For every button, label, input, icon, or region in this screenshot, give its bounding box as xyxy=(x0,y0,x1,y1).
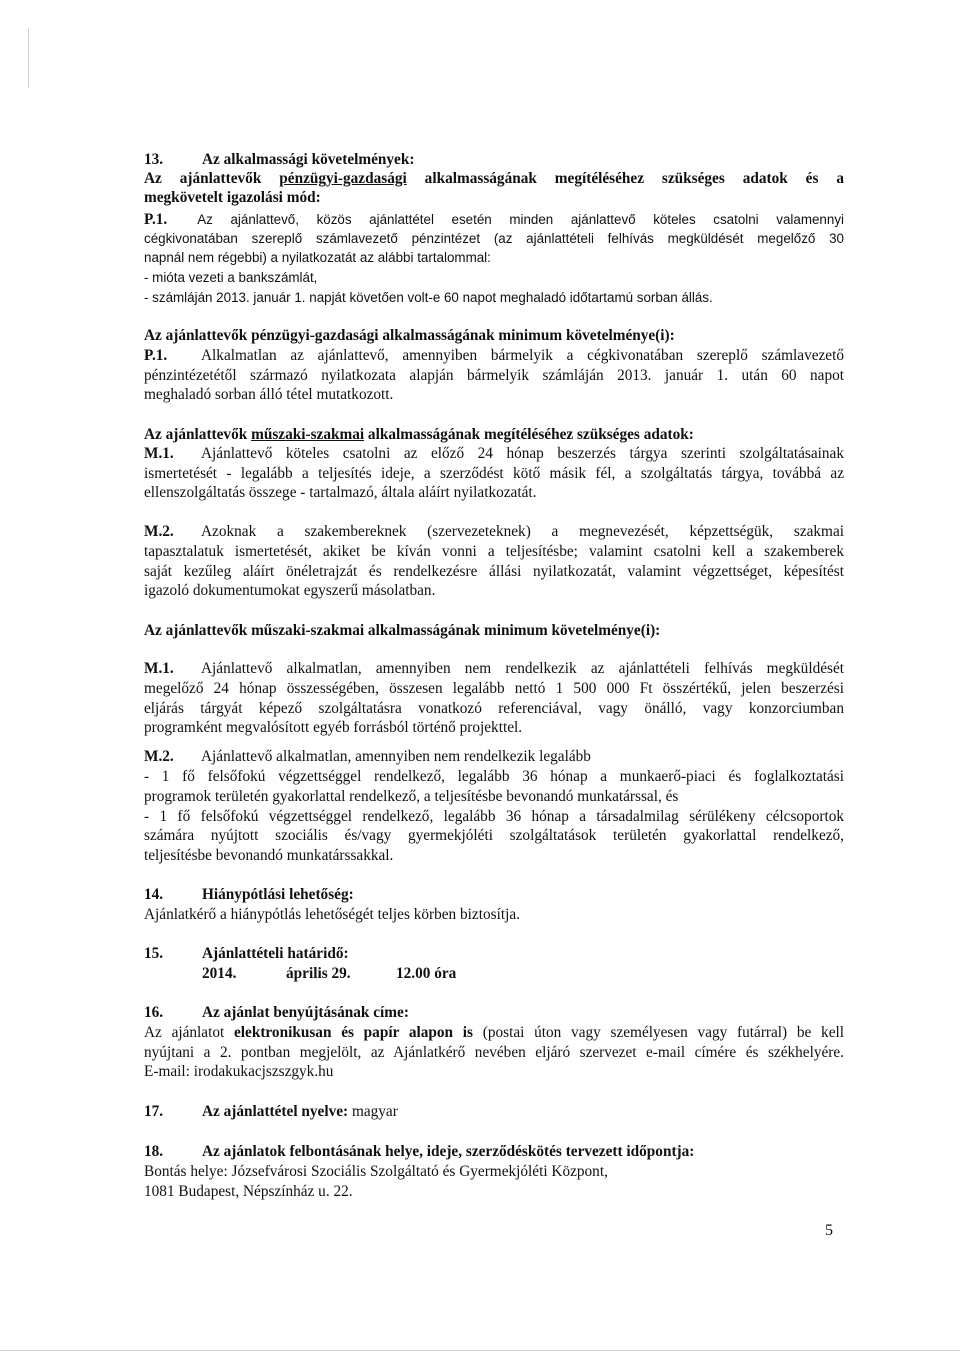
deadline-year: 2014. xyxy=(202,965,237,982)
item-label: P.1. xyxy=(144,211,168,228)
deadline-date: április 29. xyxy=(286,965,351,982)
m2-paragraph-line: tapasztalatuk ismertetését, akiket be kíván vonni a teljesítésbe; valamint csatolni kell a szakemberek xyxy=(144,543,844,560)
item-label: M.2. xyxy=(144,523,174,540)
minm1-paragraph-line: megelőző 24 hónap összességében, összesen legalább nettó 1 500 000 Ft összértékű, jelen beszerzési xyxy=(144,680,844,697)
m1-paragraph-line: ismertetését - legalább a teljesítés ideje, a szerződést kötő másik fél, a szolgáltatás tárgya, továbbá az xyxy=(144,465,844,482)
section-13-intro-line: Az ajánlattevők pénzügyi-gazdasági alkalmasságának megítéléséhez szükséges adatok és a xyxy=(144,170,844,187)
underlined-term: műszaki-szakmai xyxy=(251,426,365,443)
minp1-paragraph-line: pénzintézetétől származó nyilatkozata alapján bármelyik számláján 2013. január 1. után 60 napot xyxy=(144,367,844,384)
minp1-paragraph-line: meghaladó sorban álló tétel mutatkozott. xyxy=(144,386,394,403)
section-18-heading xyxy=(144,1142,844,1161)
m2-paragraph-line: igazoló dokumentumokat egyszerű másolatban. xyxy=(144,582,436,599)
section-14-text: Ajánlatkérő a hiánypótlás lehetőségét teljes körben biztosítja. xyxy=(144,906,520,923)
minm1-paragraph-line: programként megvalósított egyéb forrásból történő projekttel. xyxy=(144,719,523,736)
minm2-list-item: programok területén gyakorlattal rendelkező, a teljesítésbe bevonandó munkatárssal, és xyxy=(144,788,679,805)
item-label: M.1. xyxy=(144,445,174,462)
minp1-paragraph-line: P.1. Alkalmatlan az ajánlattevő, amennyiben bármelyik a cégkivonatában szereplő számlavezető xyxy=(144,347,844,364)
section-16-line: Az ajánlatot elektronikusan és papír alapon is (postai úton vagy személyesen vagy futárral) be kell xyxy=(144,1024,844,1041)
language-value: magyar xyxy=(348,1103,398,1120)
minm2-list-item: - 1 fő felsőfokú végzettséggel rendelkező, legalább 36 hónap a társadalmilag sérülékeny célcsoportok xyxy=(144,808,844,825)
p1-paragraph-line: P.1. Az ajánlattevő, közös ajánlattétel esetén minden ajánlattevő köteles csatolni valamennyi xyxy=(144,211,844,228)
section-number: 16. xyxy=(144,1004,164,1021)
section-number: 14. xyxy=(144,886,164,903)
subsection-heading: Az ajánlattevők műszaki-szakmai alkalmasságának megítéléséhez szükséges adatok: xyxy=(144,426,694,443)
section-title: Az ajánlat benyújtásának címe: xyxy=(202,1004,409,1021)
section-17-heading xyxy=(144,1102,844,1121)
minm2-list-item: teljesítésbe bevonandó munkatárssakkal. xyxy=(144,847,394,864)
section-16-line: nyújtani a 2. pontban megjelölt, az Ajánlatkérő nevében eljáró szervezet e-mail címére és székhelyére. xyxy=(144,1044,844,1061)
m2-paragraph-line: M.2. Azoknak a szakembereknek (szervezeteknek) a megnevezését, képzettségük, szakmai xyxy=(144,523,844,540)
section-number: 18. xyxy=(144,1143,164,1160)
section-title: Az ajánlattétel nyelve: xyxy=(202,1103,349,1120)
section-title: Az alkalmassági követelmények: xyxy=(202,151,415,168)
section-13-heading xyxy=(144,150,844,169)
section-number: 15. xyxy=(144,945,164,962)
section-title: Ajánlattételi határidő: xyxy=(202,945,349,962)
m2-paragraph-line: saját kezűleg aláírt önéletrajzát és rendelkezésre állási nyilatkozatát, valamint végzettséget, képesítést xyxy=(144,563,844,580)
minm1-paragraph-line: eljárás tárgyát képező szolgáltatásra vonatkozó referenciával, vagy önálló, vagy konzorciumban xyxy=(144,700,844,717)
section-title: Az ajánlatok felbontásának helye, ideje, szerződéskötés tervezett időpontja: xyxy=(202,1143,695,1160)
p1-list-item: - mióta vezeti a bankszámlát, xyxy=(144,270,318,285)
p1-paragraph-line: cégkivonatában szereplő számlavezető pénzintézet (az ajánlattételi felhívás megküldését megelőző 30 xyxy=(144,231,844,246)
item-label: M.1. xyxy=(144,660,174,677)
m1-paragraph-line: M.1. Ajánlattevő köteles csatolni az előző 24 hónap beszerzés tárgya szerinti szolgáltatásainak xyxy=(144,445,844,462)
underlined-term: pénzügyi-gazdasági xyxy=(279,170,407,187)
section-18-line: 1081 Budapest, Népszínház u. 22. xyxy=(144,1183,353,1200)
section-title: Hiánypótlási lehetőség: xyxy=(202,886,354,903)
p1-paragraph-line: napnál nem régebbi) a nyilatkozatát az alábbi tartalommal: xyxy=(144,250,491,265)
page-number: 5 xyxy=(825,1222,833,1239)
minm1-paragraph-line: M.1. Ajánlattevő alkalmatlan, amennyiben nem rendelkezik az ajánlattételi felhívás megküldését xyxy=(144,660,844,677)
email-address: E-mail: irodakukacjszszgyk.hu xyxy=(144,1063,334,1080)
minm2-list-item: számára nyújtott szociális és/vagy gyermekjóléti szolgáltatások területén gyakorlattal rendelkező, xyxy=(144,827,844,844)
scan-border-line xyxy=(28,28,29,88)
emphasis-text: elektronikusan és papír alapon is xyxy=(233,1024,473,1041)
deadline-time: 12.00 óra xyxy=(396,965,457,982)
section-14-heading xyxy=(144,885,844,904)
section-13-intro-line: megkövetelt igazolási mód: xyxy=(144,189,321,206)
item-label: P.1. xyxy=(144,347,168,364)
section-number: 17. xyxy=(144,1103,164,1120)
scan-border-line xyxy=(0,1350,960,1351)
p1-list-item: - számláján 2013. január 1. napját követően volt-e 60 napot meghaladó időtartamú sorban állás. xyxy=(144,290,713,305)
minm2-paragraph-line: M.2. Ajánlattevő alkalmatlan, amennyiben nem rendelkezik legalább xyxy=(144,748,591,765)
minm2-list-item: - 1 fő felsőfokú végzettséggel rendelkező, legalább 36 hónap a munkaerő-piaci és foglalkoztatási xyxy=(144,768,844,785)
section-number: 13. xyxy=(144,151,164,168)
deadline-line xyxy=(202,964,902,983)
subsection-heading: Az ajánlattevők műszaki-szakmai alkalmasságának minimum követelménye(i): xyxy=(144,622,661,639)
m1-paragraph-line: ellenszolgáltatás összege - tartalmazó, általa aláírt nyilatkozatát. xyxy=(144,484,537,501)
section-18-line: Bontás helye: Józsefvárosi Szociális Szolgáltató és Gyermekjóléti Központ, xyxy=(144,1163,608,1180)
item-label: M.2. xyxy=(144,748,174,765)
section-16-heading xyxy=(144,1003,844,1022)
subsection-heading: Az ajánlattevők pénzügyi-gazdasági alkalmasságának minimum követelménye(i): xyxy=(144,327,675,344)
section-15-heading xyxy=(144,944,844,963)
